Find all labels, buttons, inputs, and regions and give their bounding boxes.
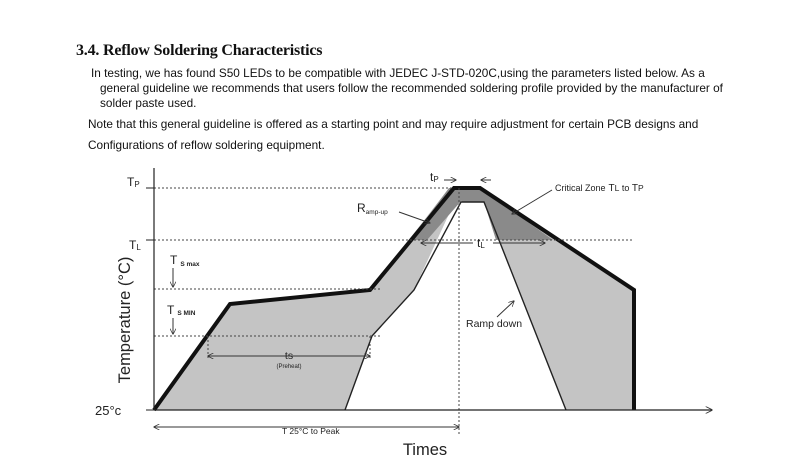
ramp-down-pointer [497, 301, 514, 317]
intro-paragraph-line: solder paste used. [100, 96, 197, 110]
note-paragraph-line: Configurations of reflow soldering equipment. [88, 138, 325, 152]
x-axis-title: Times [402, 441, 448, 459]
ramp-up-pointer [399, 212, 430, 223]
ts-min-label: T S MIN [167, 303, 196, 317]
intro-paragraph-line: general guideline we recommends that users follow the recommended soldering profile provided by the manufacturer of [100, 81, 723, 95]
ramp-up-label: Ramp-up [357, 201, 388, 216]
t25-to-peak-label: T 25°C to Peak [282, 426, 340, 436]
preheat-sublabel: (Preheat) [276, 364, 302, 370]
tp-label: TP [127, 175, 140, 189]
section-title: 3.4. Reflow Soldering Characteristics [76, 42, 323, 59]
preheat-region [154, 188, 461, 410]
ramp-down-label: Ramp down [466, 318, 523, 330]
note-paragraph-line: Note that this general guideline is offered as a starting point and may require adjustment for certain PCB designs and [88, 117, 699, 131]
tp-time-label: tP [430, 170, 439, 184]
ramp-down-region [459, 188, 634, 410]
critical-zone-pointer [512, 190, 552, 214]
tl-label: TL [129, 238, 141, 252]
intro-paragraph-line: In testing, we has found S50 LEDs to be compatible with JEDEC J-STD-020C,using the parameters listed below. As a [91, 66, 705, 80]
t25-label: 25°c [95, 403, 122, 418]
ts-preheat-label: ts [284, 350, 294, 362]
ts-max-label: T S max [170, 253, 200, 268]
y-axis-title: Temperature (°C) [116, 256, 134, 384]
critical-zone-label: Critical Zone TL to TP [555, 183, 644, 194]
tl-time-label: tL [477, 236, 485, 250]
